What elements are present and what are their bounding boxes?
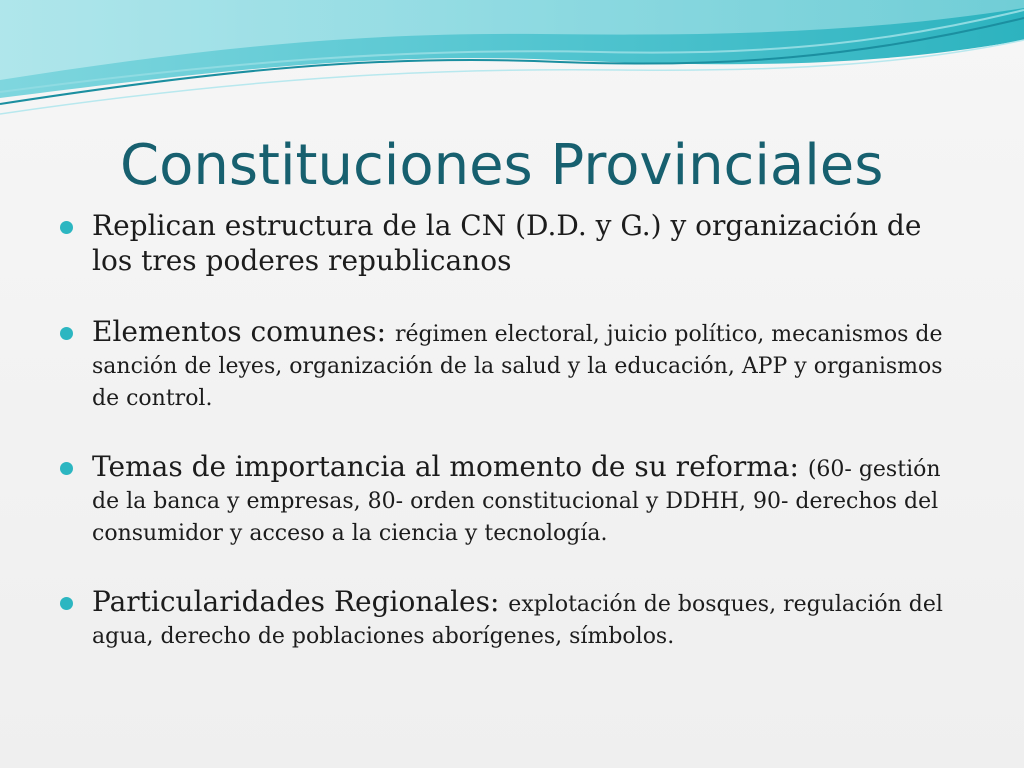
bullet-dot-icon xyxy=(60,221,73,234)
bullet-item-temas-reforma xyxy=(60,451,960,550)
bullet-item-estructura xyxy=(60,210,960,280)
bullet-lead: Temas de importancia al momento de su reforma: xyxy=(92,450,808,483)
bullet-detail: (60- gestión de la banca y empresas, 80- orden constitucional y DDHH, 90- derechos del consumidor y acceso a la ciencia y tecnología. xyxy=(92,457,941,546)
bullet-dot-icon xyxy=(60,597,73,610)
bullet-lead: Particularidades Regionales: xyxy=(92,585,509,618)
bullet-detail: explotación de bosques, regulación del agua, derecho de poblaciones aborígenes, símbolos. xyxy=(92,592,943,649)
bullet-lead: Replican estructura de la CN (D.D. y G.) y organización de los tres poderes republicanos xyxy=(92,209,922,277)
bullet-item-particularidades xyxy=(60,586,960,653)
slide-title: Constituciones Provinciales xyxy=(120,133,884,198)
bullet-detail: régimen electoral, juicio político, mecanismos de sanción de leyes, organización de la salud y la educación, APP y organismos de control. xyxy=(92,322,943,411)
bullet-dot-icon xyxy=(60,462,73,475)
bullet-dot-icon xyxy=(60,327,73,340)
bullet-lead: Elementos comunes: xyxy=(92,315,395,348)
bullet-item-elementos-comunes xyxy=(60,316,960,415)
decorative-wave-header xyxy=(0,0,1024,130)
bullet-list xyxy=(60,210,960,691)
